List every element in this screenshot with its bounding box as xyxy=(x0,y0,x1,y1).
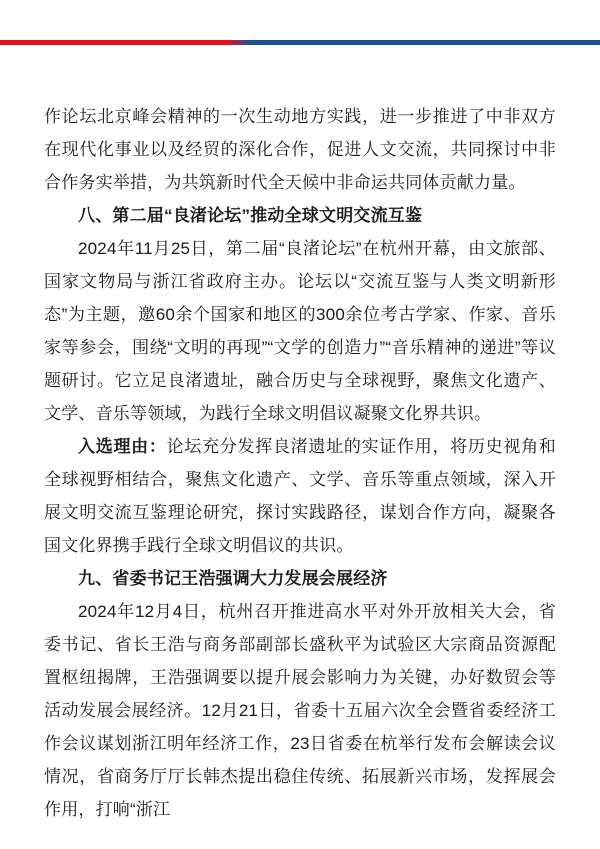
paragraph-selection-reason xyxy=(44,430,556,562)
selection-reason-label: 入选理由： xyxy=(78,437,167,456)
paragraph-china-africa-forum-continuation: 作论坛北京峰会精神的一次生动地方实践，进一步推进了中非双方在现代化事业以及经贸的深化合作，促进人文交流，共同探讨中非合作务实举措，为共筑新时代全天候中非命运共同体贡献力量。 xyxy=(44,107,556,192)
selection-reason-text: 论坛充分发挥良渚遗址的实证作用，将历史视角和全球视野相结合，聚焦文化遗产、文学、音乐等重点领域，深入开展文明交流互鉴理论研究，探讨实践路径，谋划合作方向，凝聚各国文化界携手践行全球文明倡议的共识。 xyxy=(44,437,557,555)
document-content xyxy=(0,45,600,826)
heading-section-8-liangzhu-forum: 八、第二届“良渚论坛”推动全球文明交流互鉴 xyxy=(78,206,423,225)
paragraph-liangzhu-forum-details: 2024年11月25日，第二届“良渚论坛”在杭州开幕，由文旅部、国家文物局与浙江省政府主办。论坛以“交流互鉴与人类文明新形态”为主题，邀60余个国家和地区的300余位考古学家、作家、音乐家等参会，围绕“文明的再现”“文学的创造力”“音乐精神的递进”等议题研讨。它立足良渚遗址，融合历史与全球视野，聚焦文化遗产、文学、音乐等领域，为践行全球文明倡议凝聚文化界共识。 xyxy=(44,239,556,423)
paragraph-exhibition-economy-details: 2024年12月4日，杭州召开推进高水平对外开放相关大会，省委书记、省长王浩与商务部副部长盛秋平为试验区大宗商品资源配置枢纽揭牌，王浩强调要以提升展会影响力为关键，办好数贸会等活动发展会展经济。12月21日，省委十五届六次全会暨省委经济工作会议谋划浙江明年经济工作，23日省委在杭举行发布会解读会议情况，省商务厅厅长韩杰提出稳住传统、拓展新兴市场，发挥展会作用，打响“浙江 xyxy=(44,602,556,819)
heading-section-9-exhibition-economy: 九、省委书记王浩强调大力发展会展经济 xyxy=(78,569,388,588)
